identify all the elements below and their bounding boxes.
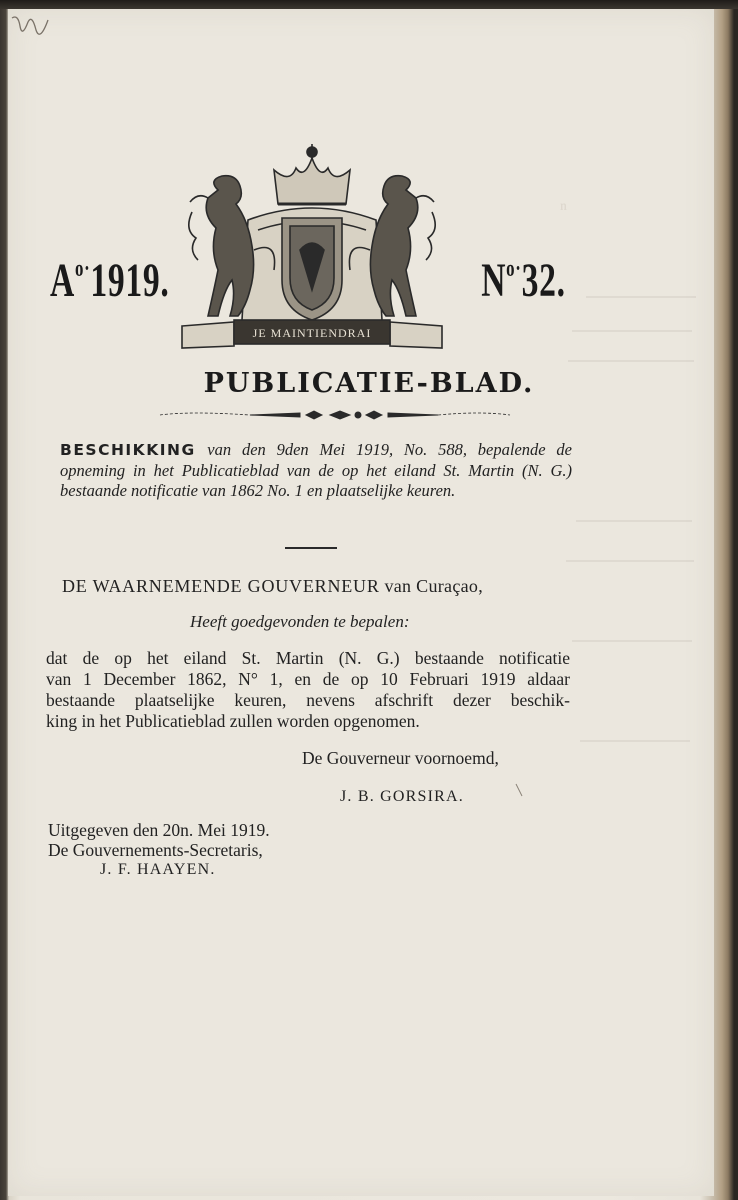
scan-top-edge <box>0 0 738 9</box>
decree-text: van den 9den Mei 1919, No. 588, bepalende de opneming in het Publicatieblad van de op het eiland St. Martin (N. G.) bestaande notificatie van 1862 No. 1 en plaatselijke keuren. <box>60 440 572 500</box>
governor-heading: DE WAARNEMENDE GOUVERNEUR van Curaçao, <box>62 576 484 596</box>
issued-block <box>48 820 270 880</box>
resolution-intro: Heeft goedgevonden te bepalen: <box>190 612 410 631</box>
crest-motto: JE MAINTIENDRAI <box>252 326 372 340</box>
body-line: van 1 December 1862, N° 1, en de op 10 Februari 1919 aldaar <box>46 669 570 689</box>
signature: J. B. GORSIRA. <box>340 788 464 805</box>
ornamental-divider-icon <box>150 405 520 425</box>
resolution-body <box>46 648 570 732</box>
closing-line: De Gouverneur voornoemd, <box>302 748 499 768</box>
body-line: bestaande plaatselijke keuren, nevens afschrift dezer beschik- <box>46 690 570 710</box>
decree-summary <box>60 440 572 502</box>
issue-number-label: $N^{o\cdot}32$. <box>481 254 566 307</box>
section-rule <box>285 547 337 549</box>
body-line: king in het Publicatieblad zullen worden opgenomen. <box>46 711 420 731</box>
issued-office: De Gouvernements-Secretaris, <box>48 840 263 860</box>
coat-of-arms-icon <box>178 140 446 352</box>
pencil-mark-icon <box>8 12 60 48</box>
issued-signatory: J. F. HAAYEN. <box>100 861 216 878</box>
pencil-tick-icon <box>514 782 524 798</box>
publication-title: PUBLICATIE-BLAD. <box>203 368 535 399</box>
issued-date: Uitgegeven den 20n. Mei 1919. <box>48 820 270 840</box>
decree-lead: BESCHIKKING <box>60 441 196 459</box>
year-label: $A^{o\cdot}1919$. <box>50 254 170 307</box>
body-line: dat de op het eiland St. Martin (N. G.) bestaande notificatie <box>46 648 570 668</box>
